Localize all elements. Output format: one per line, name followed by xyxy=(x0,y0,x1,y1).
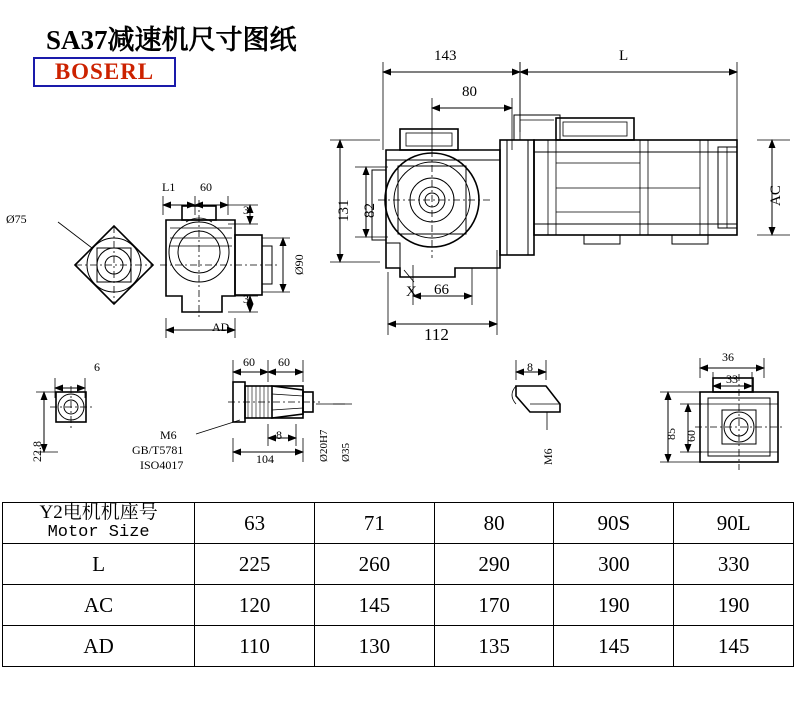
dim-33: 33 xyxy=(726,372,738,386)
dim-36: 36 xyxy=(722,350,734,364)
cell-AC-90S: 190 xyxy=(554,585,674,626)
table-header-size-0: 63 xyxy=(195,503,315,544)
table-header-size-2: 80 xyxy=(434,503,554,544)
dim-3-upper: 3 xyxy=(243,203,249,217)
dim-M6-b: M6 xyxy=(541,448,555,465)
row-label-L: L xyxy=(3,544,195,585)
dim-X: X xyxy=(406,284,417,300)
dim-85: 85 xyxy=(664,428,678,440)
dim-ISO: ISO4017 xyxy=(140,458,184,472)
table-header-size-1: 71 xyxy=(314,503,434,544)
page-title: SA37减速机尺寸图纸 xyxy=(46,25,297,55)
specs-table xyxy=(2,502,794,667)
dim-M6-a: M6 xyxy=(160,428,177,442)
dim-22-8: 22.8 xyxy=(30,441,44,462)
dim-143: 143 xyxy=(434,48,457,64)
dim-6: 6 xyxy=(94,360,100,374)
cell-AD-63: 110 xyxy=(195,626,315,667)
dim-60-c: 60 xyxy=(684,430,698,442)
table-header-size-4: 90L xyxy=(674,503,794,544)
dim-60-b: 60 xyxy=(278,355,290,369)
table-header-size-3: 90S xyxy=(554,503,674,544)
cell-AC-90L: 190 xyxy=(674,585,794,626)
dim-L: L xyxy=(619,48,629,64)
table-header-label-cn: Y2电机机座号 xyxy=(39,502,158,523)
dim-60-a: 60 xyxy=(243,355,255,369)
dim-AC: AC xyxy=(768,185,784,206)
dim-GB: GB/T5781 xyxy=(132,443,184,457)
cell-AC-80: 170 xyxy=(434,585,554,626)
dim-d90: Ø90 xyxy=(292,254,306,275)
cell-AD-90L: 145 xyxy=(674,626,794,667)
cell-L-90S: 300 xyxy=(554,544,674,585)
dim-d75: Ø75 xyxy=(6,212,27,226)
dim-35: Ø35 xyxy=(340,443,352,462)
cell-AD-90S: 145 xyxy=(554,626,674,667)
dim-AD: AD xyxy=(212,320,230,334)
cell-AC-71: 145 xyxy=(314,585,434,626)
table-header-label-en: Motor Size xyxy=(47,523,150,542)
dim-66: 66 xyxy=(434,282,449,298)
dim-3-lower: 3 xyxy=(243,292,249,306)
row-label-AD: AD xyxy=(3,626,195,667)
table-row xyxy=(3,544,794,585)
table-header-label xyxy=(3,503,195,544)
cell-L-71: 260 xyxy=(314,544,434,585)
dim-20H7: Ø20H7 xyxy=(318,429,330,462)
dim-8-key: 8 xyxy=(276,428,282,442)
cell-AC-63: 120 xyxy=(195,585,315,626)
cell-AD-71: 130 xyxy=(314,626,434,667)
dim-131: 131 xyxy=(336,199,352,222)
dim-60-top: 60 xyxy=(200,180,212,194)
table-header-row xyxy=(3,503,794,544)
row-label-AC: AC xyxy=(3,585,195,626)
cell-L-90L: 330 xyxy=(674,544,794,585)
table-row xyxy=(3,585,794,626)
dim-112: 112 xyxy=(424,325,449,344)
dim-80: 80 xyxy=(462,84,477,100)
cell-L-63: 225 xyxy=(195,544,315,585)
dim-8-small: 8 xyxy=(527,360,533,374)
dim-82: 82 xyxy=(362,203,378,218)
cell-AD-80: 135 xyxy=(434,626,554,667)
table-row xyxy=(3,626,794,667)
dim-L1: L1 xyxy=(162,180,176,194)
brand-logo-text: BOSERL xyxy=(54,59,155,84)
cell-L-80: 290 xyxy=(434,544,554,585)
dim-104: 104 xyxy=(256,452,274,466)
